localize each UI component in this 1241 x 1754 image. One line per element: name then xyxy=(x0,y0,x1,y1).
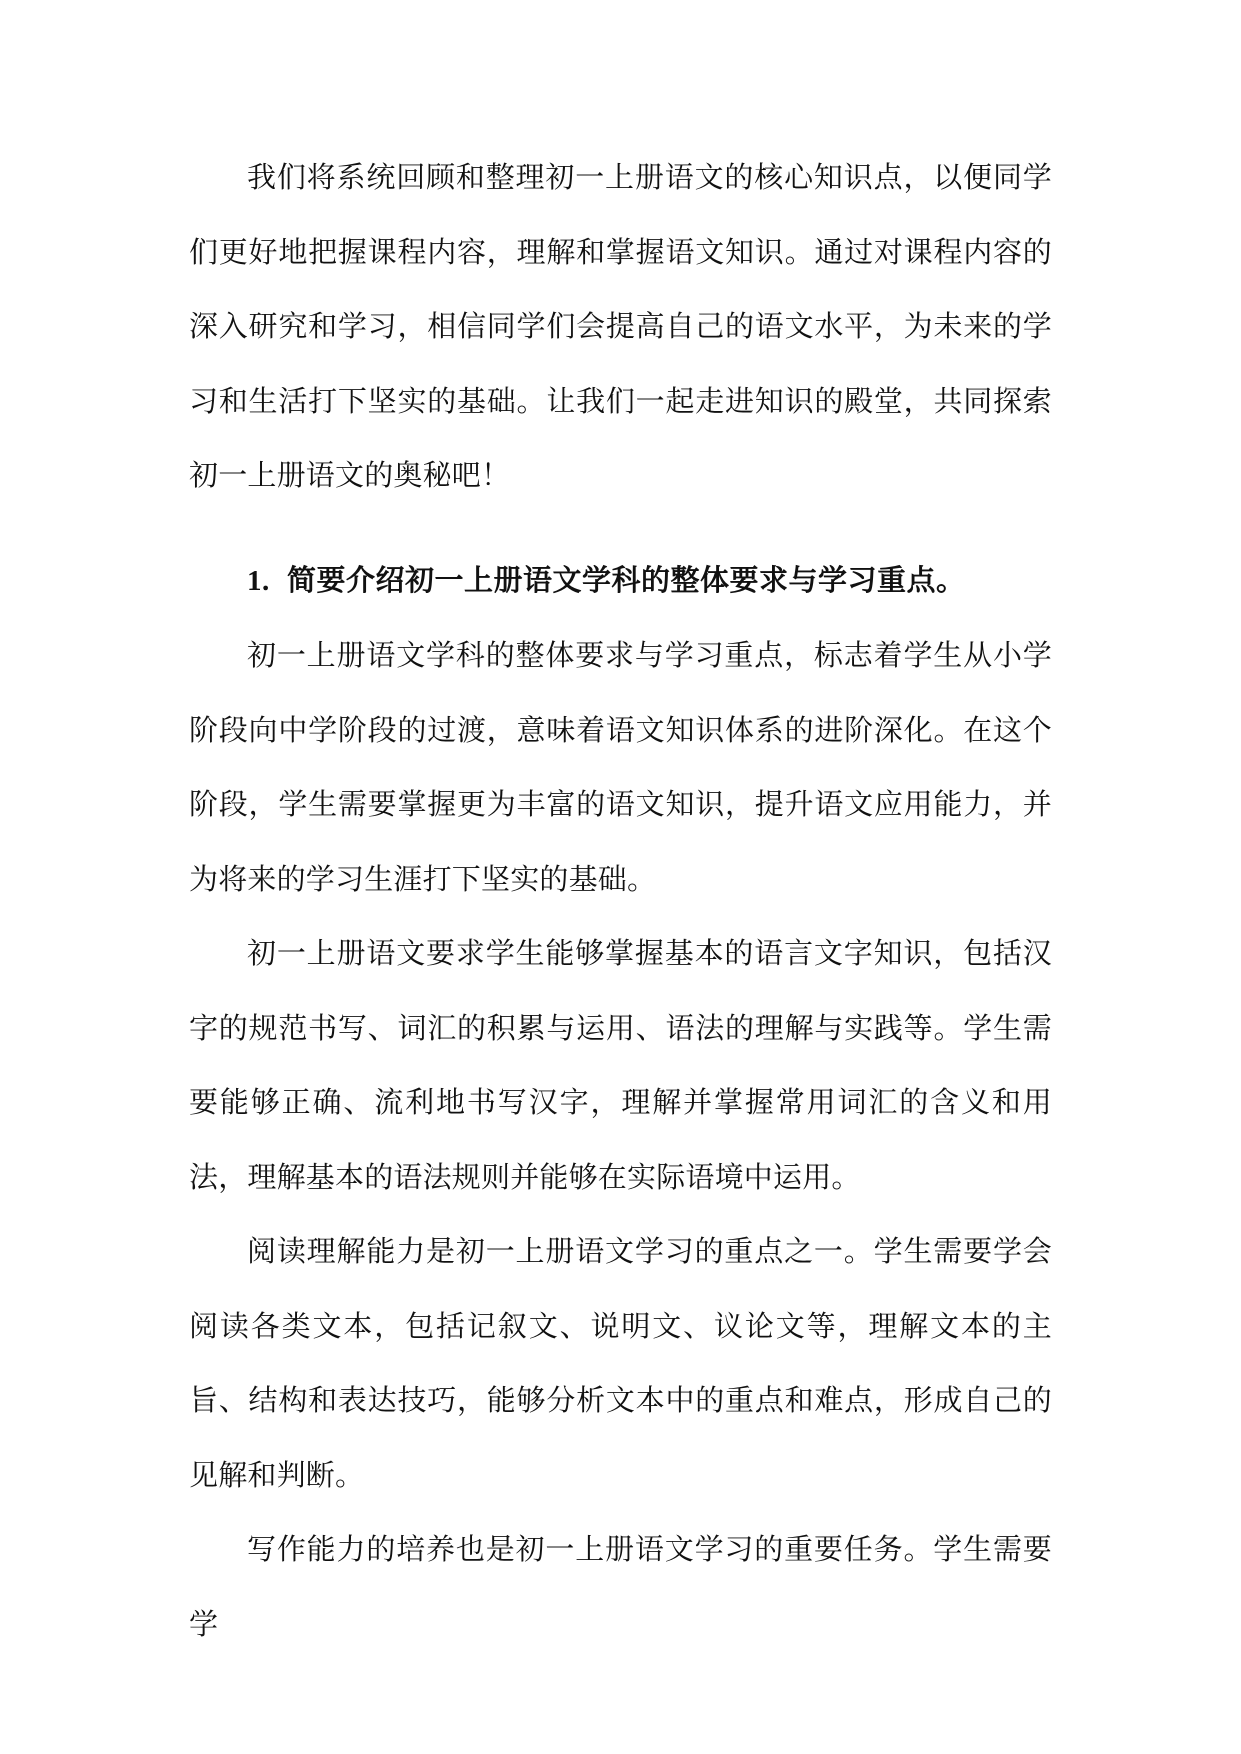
document-body xyxy=(189,140,1052,1661)
section-title: 简要介绍初一上册语文学科的整体要求与学习重点。 xyxy=(287,562,966,597)
body-paragraph: 初一上册语文要求学生能够掌握基本的语言文字知识，包括汉字的规范书写、词汇的积累与运用、语法的理解与实践等。学生需要能够正确、流利地书写汉字，理解并掌握常用词汇的含义和用法，理解基本的语法规则并能够在实际语境中运用。 xyxy=(189,936,1052,1194)
intro-paragraph: 我们将系统回顾和整理初一上册语文的核心知识点，以便同学们更好地把握课程内容，理解和掌握语文知识。通过对课程内容的深入研究和学习，相信同学们会提高自己的语文水平，为未来的学习和生活打下坚实的基础。让我们一起走进知识的殿堂，共同探索初一上册语文的奥秘吧！ xyxy=(189,160,1052,492)
body-paragraph: 初一上册语文学科的整体要求与学习重点，标志着学生从小学阶段向中学阶段的过渡，意味着语文知识体系的进阶深化。在这个阶段，学生需要掌握更为丰富的语文知识，提升语文应用能力，并为将来的学习生涯打下坚实的基础。 xyxy=(189,638,1052,896)
section-number: 1. xyxy=(247,564,270,597)
section-heading xyxy=(189,543,1052,619)
body-paragraph: 写作能力的培养也是初一上册语文学习的重要任务。学生需要学 xyxy=(189,1532,1052,1641)
body-paragraph: 阅读理解能力是初一上册语文学习的重点之一。学生需要学会阅读各类文本，包括记叙文、说明文、议论文等，理解文本的主旨、结构和表达技巧，能够分析文本中的重点和难点，形成自己的见解和判断。 xyxy=(189,1234,1052,1492)
